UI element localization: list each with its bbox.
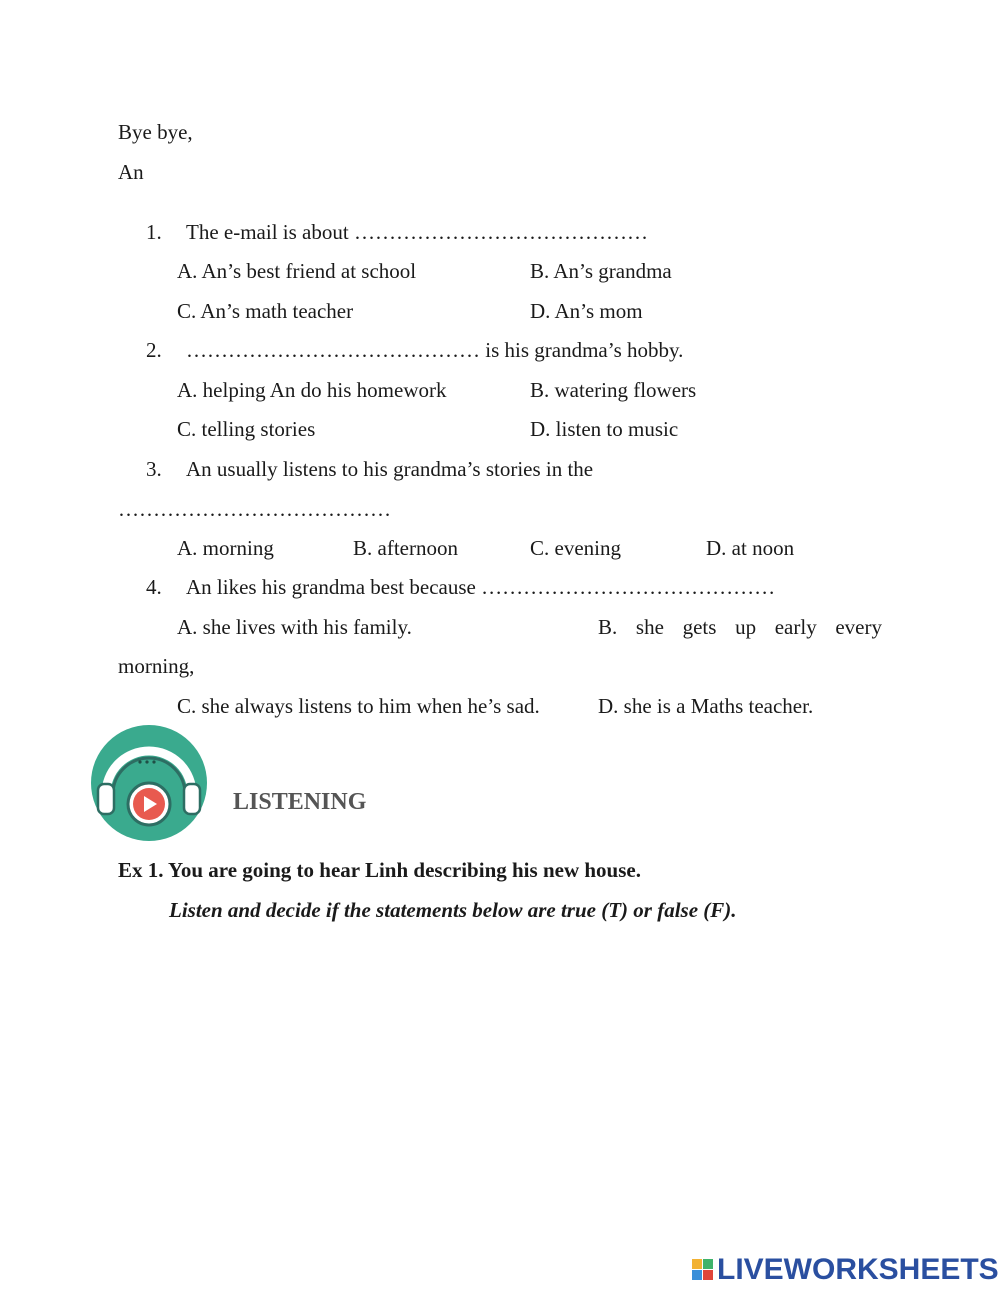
exercise-header [118,860,641,881]
liveworksheets-logo[interactable] [692,1255,999,1285]
question-1-number: 1. [146,220,162,244]
question-2-number: 2. [146,338,162,362]
exercise-subinstruction: Listen and decide if the statements below are true (T) or false (F). [169,898,737,922]
headphones-play-icon[interactable] [88,722,210,844]
question-3-option-b[interactable]: B. afternoon [353,536,458,560]
question-4-number: 4. [146,575,162,599]
question-4-option-d[interactable]: D. she is a Maths teacher. [598,694,814,718]
section-title: LISTENING [233,789,367,815]
question-2-option-c[interactable]: C. telling stories [177,417,316,441]
logo-mark-icon [692,1259,714,1281]
question-3-blank[interactable]: ………………………………… [118,497,391,521]
option-b-word: gets [682,615,717,639]
question-2-option-a[interactable]: A. helping An do his homework [177,378,447,402]
question-3-option-d[interactable]: D. at noon [706,536,795,560]
question-1-stem: The e-mail is about …………………………………… [186,220,648,244]
question-3-option-a[interactable]: A. morning [177,536,274,560]
dot [145,760,148,763]
question-4-option-b-continuation: morning, [118,654,195,678]
option-b-word: she [635,615,664,639]
question-2-option-d[interactable]: D. listen to music [530,417,679,441]
question-4-stem: An likes his grandma best because …………………………………… [186,575,776,599]
question-1-option-a[interactable]: A. An’s best friend at school [177,259,417,283]
brand-name: LIVEWORKSHEETS [717,1253,999,1286]
option-b-word: B. [598,615,618,639]
question-4-option-b[interactable] [598,617,882,638]
question-3-number: 3. [146,457,162,481]
question-4-option-a[interactable]: A. she lives with his family. [177,615,412,639]
question-1-option-c[interactable]: C. An’s math teacher [177,299,354,323]
question-1-option-b[interactable]: B. An’s grandma [530,259,672,283]
question-3-option-c[interactable]: C. evening [530,536,621,560]
left-earcup [98,784,114,814]
letter-signature: An [118,160,144,184]
question-3-stem: An usually listens to his grandma’s stories in the [186,457,594,481]
option-b-word: up [735,615,757,639]
letter-closing: Bye bye, [118,120,193,144]
option-b-word: every [835,615,882,639]
exercise-instruction: . You are going to hear Linh describing his new house. [158,858,641,882]
dot [152,760,155,763]
dot [138,760,141,763]
question-4-option-c[interactable]: C. she always listens to him when he’s sad. [177,694,540,718]
question-2-stem: …………………………………… is his grandma’s hobby. [186,338,684,362]
right-earcup [184,784,200,814]
exercise-label: Ex 1 [118,858,159,882]
question-1-option-d[interactable]: D. An’s mom [530,299,643,323]
question-2-option-b[interactable]: B. watering flowers [530,378,697,402]
option-b-word: early [774,615,817,639]
